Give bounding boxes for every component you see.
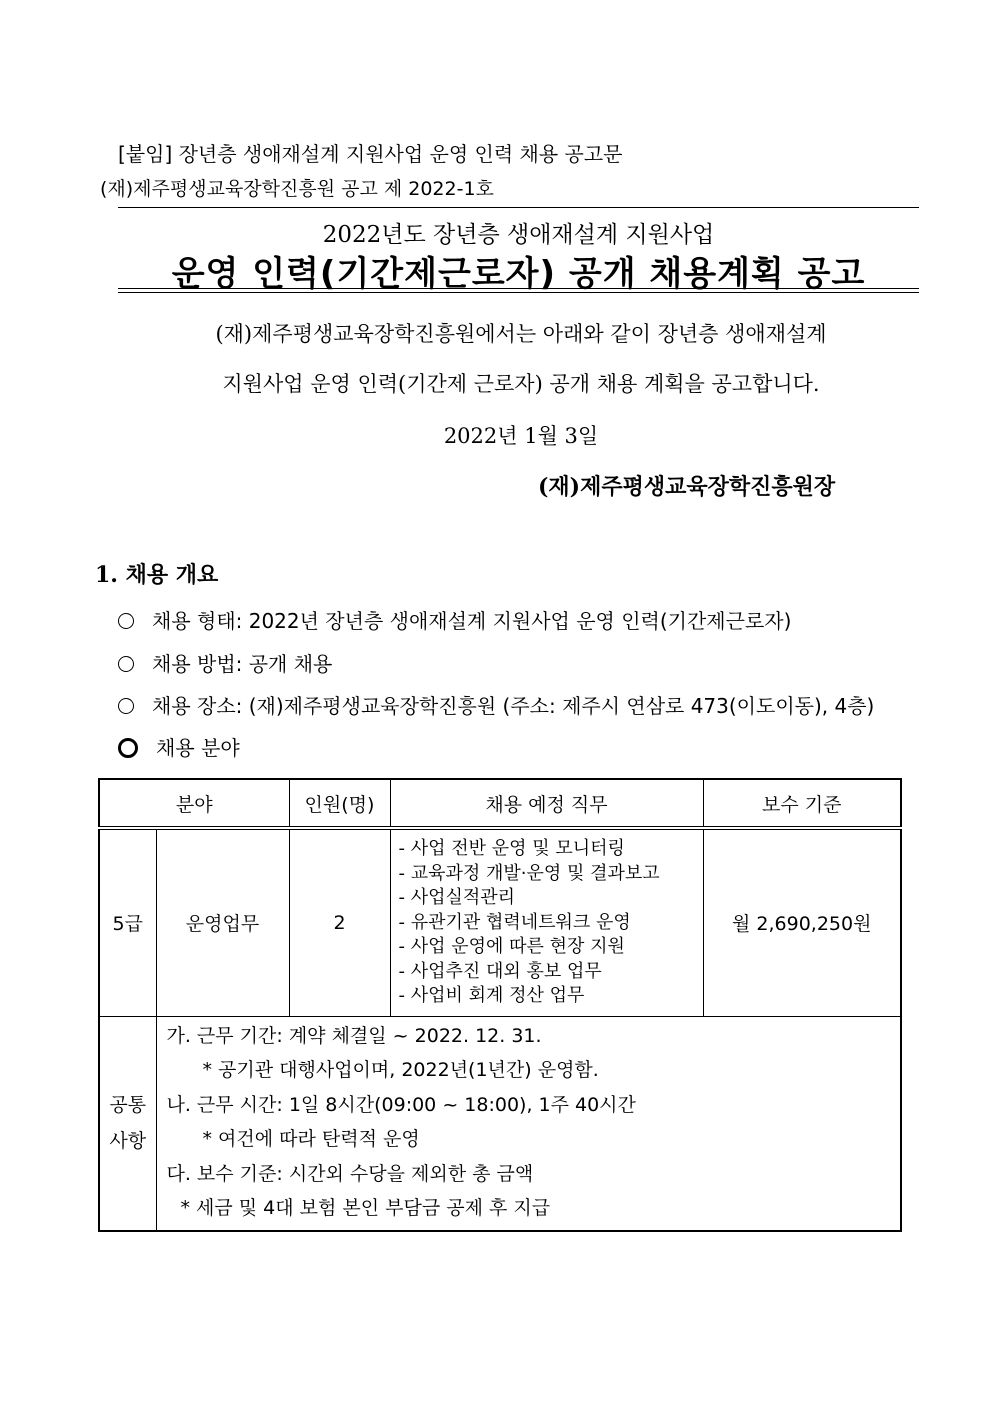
section-heading: 1. 채용 개요 [95, 562, 219, 588]
common-label-line: 공통 [109, 1094, 147, 1116]
duty-item: - 교육과정 개발·운영 및 결과보고 [398, 862, 660, 884]
intro-line-1: (재)제주평생교육장학진흥원에서는 아래와 같이 장년층 생애재설계 [215, 322, 827, 346]
duty-item: - 사업 운영에 따른 현장 지원 [398, 936, 625, 957]
attachment-label: [붙임] 장년층 생애재설계 지원사업 운영 인력 채용 공고문 [118, 142, 623, 166]
header-field: 분야 [99, 779, 289, 828]
common-line: 다. 보수 기준: 시간외 수당을 제외한 총 금액 [166, 1162, 534, 1185]
common-label-line: 사항 [109, 1130, 147, 1152]
bullet-item [118, 690, 874, 719]
table-row [99, 828, 901, 1016]
recruitment-table [98, 778, 902, 1232]
duties-cell [390, 828, 703, 1016]
bullet-item [118, 732, 240, 761]
circle-bullet-icon [118, 613, 134, 629]
common-line: 나. 근무 시간: 1일 8시간(09:00 ~ 18:00), 1주 40시간 [166, 1093, 636, 1116]
common-line: 가. 근무 기간: 계약 체결일 ~ 2022. 12. 31. [166, 1024, 542, 1047]
duty-item: - 유관기관 협력네트워크 운영 [398, 911, 631, 933]
header-salary: 보수 기준 [703, 779, 901, 828]
count-cell: 2 [289, 828, 390, 1016]
issuer-signature: (재)제주평생교육장학진흥원장 [538, 474, 836, 500]
notice-number: (재)제주평생교육장학진흥원 공고 제 2022-1호 [100, 178, 494, 200]
table-header-row [99, 779, 901, 828]
bullet-text: 채용 장소: (재)제주평생교육장학진흥원 (주소: 제주시 연삼로 473(이도이동), 4층) [152, 694, 875, 718]
header-count: 인원(명) [289, 779, 390, 828]
bullet-item [118, 648, 332, 677]
intro-line-2: 지원사업 운영 인력(기간제 근로자) 공개 채용 계획을 공고합니다. [222, 372, 820, 396]
common-label-cell [99, 1016, 156, 1231]
divider-double [118, 288, 919, 293]
document-title: 운영 인력(기간제근로자) 공개 채용계획 공고 [171, 254, 866, 294]
common-details-cell [156, 1016, 901, 1231]
duty-item: - 사업실적관리 [398, 887, 516, 908]
duty-item: - 사업비 회계 정산 업무 [398, 985, 585, 1006]
common-row [99, 1016, 901, 1231]
field-cell: 운영업무 [156, 828, 289, 1016]
salary-cell: 월 2,690,250원 [703, 828, 901, 1016]
common-note: * 공기관 대행사업이며, 2022년(1년간) 운영함. [202, 1059, 599, 1081]
bullet-item [118, 605, 791, 634]
bullet-text: 채용 분야 [156, 736, 240, 760]
notice-date: 2022년 1월 3일 [443, 424, 599, 448]
common-note: * 여건에 따라 탄력적 운영 [202, 1128, 420, 1150]
bullet-text: 채용 형태: 2022년 장년층 생애재설계 지원사업 운영 인력(기간제근로자) [152, 609, 792, 633]
circle-bullet-icon [118, 738, 138, 758]
document-subtitle: 2022년도 장년층 생애재설계 지원사업 [322, 222, 715, 248]
bullet-text: 채용 방법: 공개 채용 [152, 652, 333, 676]
common-note: * 세금 및 4대 보험 본인 부담금 공제 후 지급 [180, 1197, 551, 1219]
header-duties: 채용 예정 직무 [390, 779, 703, 828]
circle-bullet-icon [118, 698, 134, 714]
divider-top [118, 207, 919, 208]
grade-cell: 5급 [99, 828, 156, 1016]
circle-bullet-icon [118, 656, 134, 672]
duty-item: - 사업 전반 운영 및 모니터링 [398, 838, 625, 859]
duty-item: - 사업추진 대외 홍보 업무 [398, 960, 602, 982]
